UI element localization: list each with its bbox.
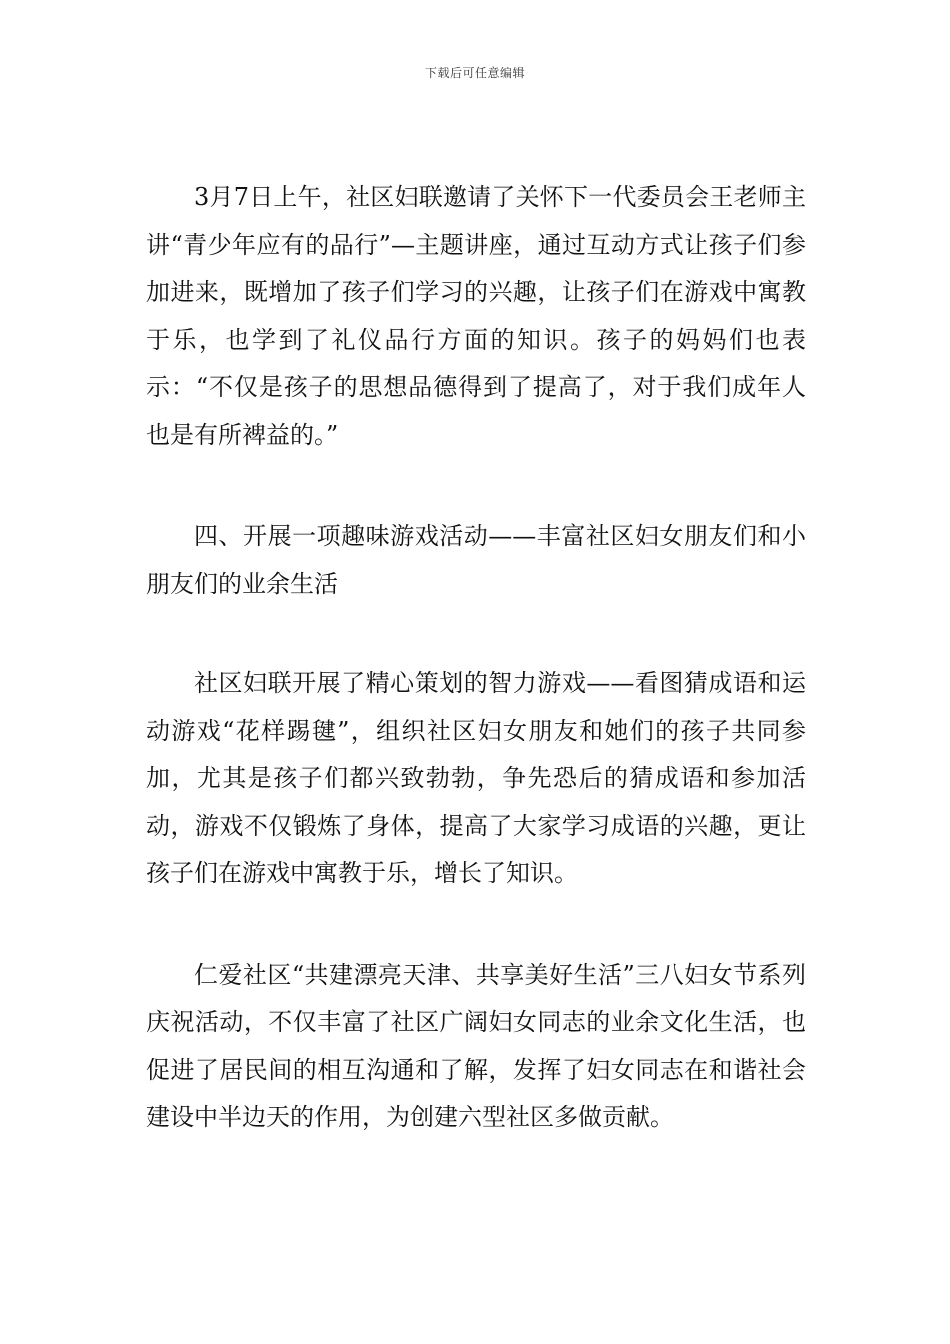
paragraph-games: 社区妇联开展了精心策划的智力游戏——看图猜成语和运动游戏“花样踢毽”，组织社区妇女朋友和她们的孩子共同参加，尤其是孩子们都兴致勃勃，争先恐后的猜成语和参加活动，游戏不仅锻炼了身体，提高了大家学习成语的兴趣，更让孩子们在游戏中寓教于乐，增长了知识。 [146,669,806,887]
paragraph-lecture: 3月7日上午，社区妇联邀请了关怀下一代委员会王老师主讲“青少年应有的品行”—主题讲座，通过互动方式让孩子们参加进来，既增加了孩子们学习的兴趣，让孩子们在游戏中寓教于乐，也学到了礼仪品行方面的知识。孩子的妈妈们也表示：“不仅是孩子的思想品德得到了提高了，对于我们成年人也是有所裨益的。” [146,183,806,449]
paragraph-conclusion: 仁爱社区“共建漂亮天津、共享美好生活”三八妇女节系列庆祝活动，不仅丰富了社区广阔妇女同志的业余文化生活，也促进了居民间的相互沟通和了解，发挥了妇女同志在和谐社会建设中半边天的作用，为创建六型社区多做贡献。 [146,960,806,1131]
page-header: 下载后可任意编辑 [424,66,525,80]
section-heading-games: 四、开展一项趣味游戏活动——丰富社区妇女朋友们和小朋友们的业余生活 [146,522,806,598]
document-body [146,174,806,1142]
